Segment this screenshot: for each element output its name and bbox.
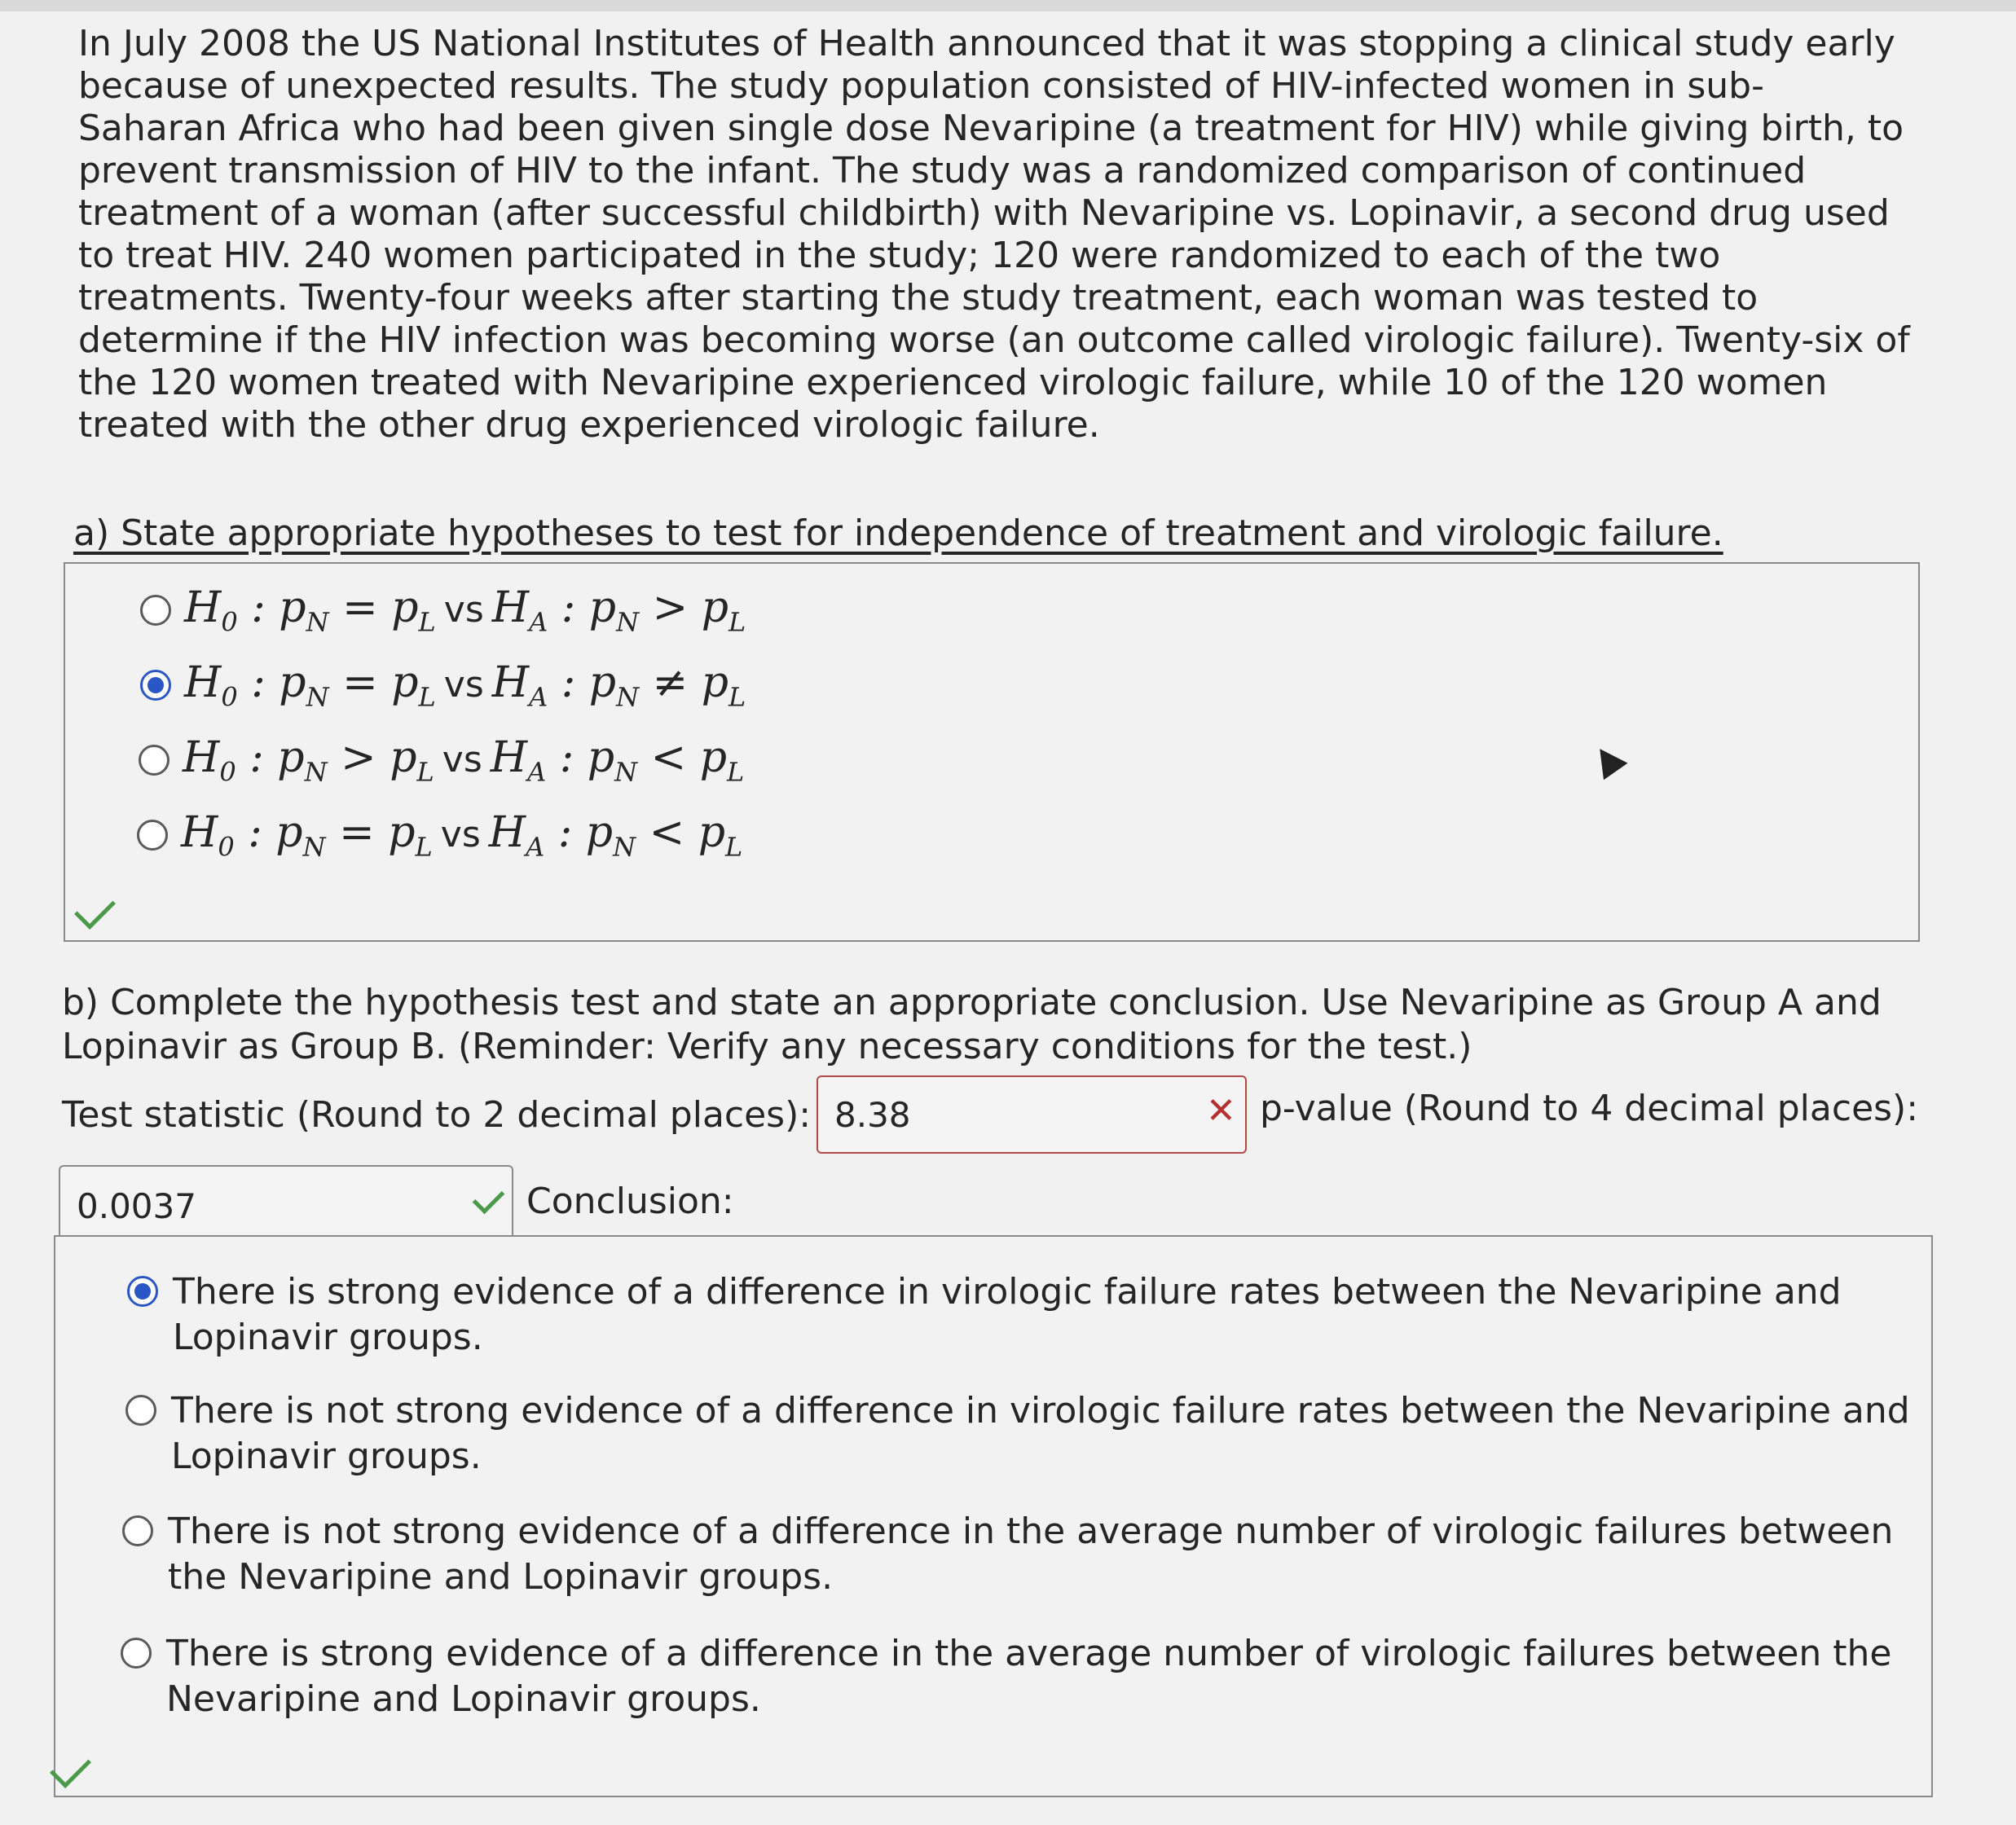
- hypothesis-text: $H_0$ : $p_N = p_L$ vs $H_A$ : $p_N < p_L$: [181, 808, 743, 863]
- hypothesis-option-2[interactable]: [140, 658, 746, 712]
- radio-button[interactable]: [122, 1515, 153, 1546]
- conclusion-text: There is strong evidence of a difference in the average number of virologic failures between the Nevaripine and Lopinavir groups.: [166, 1633, 1892, 1720]
- radio-button[interactable]: [125, 1395, 156, 1426]
- hypothesis-option-3[interactable]: [139, 733, 744, 787]
- p-value-input[interactable]: 0.0037: [59, 1165, 513, 1247]
- p-value-label: p-value (Round to 4 decimal places):: [1260, 1088, 1919, 1129]
- test-statistic-label: Test statistic (Round to 2 decimal places):: [62, 1094, 812, 1136]
- conclusion-text: There is not strong evidence of a difference in the average number of virologic failures between the Nevaripine and Lopinavir groups.: [168, 1511, 1894, 1598]
- conclusion-option-4[interactable]: [121, 1631, 1913, 1722]
- x-icon: ✕: [1206, 1090, 1236, 1132]
- radio-button[interactable]: [140, 595, 171, 626]
- top-edge: [0, 0, 2016, 11]
- conclusion-option-3[interactable]: [122, 1509, 1915, 1600]
- conclusion-label: Conclusion:: [526, 1181, 734, 1222]
- conclusion-option-2[interactable]: [125, 1388, 1918, 1480]
- conclusion-text: There is strong evidence of a difference in virologic failure rates between the Nevaripine and Lopinavir groups.: [173, 1271, 1842, 1358]
- radio-button[interactable]: [139, 745, 169, 776]
- hypothesis-text: $H_0$ : $p_N = p_L$ vs $H_A$ : $p_N \ne p_L$: [184, 658, 746, 713]
- hypothesis-text: $H_0$ : $p_N > p_L$ vs $H_A$ : $p_N < p_L$: [183, 733, 745, 788]
- conclusion-text: There is not strong evidence of a difference in virologic failure rates between the Nevaripine and Lopinavir groups.: [171, 1390, 1910, 1477]
- conclusion-option-1[interactable]: [127, 1269, 1920, 1361]
- hypothesis-text: $H_0$ : $p_N = p_L$ vs $H_A$ : $p_N > p_L$: [184, 583, 746, 638]
- part-a-prompt: a) State appropriate hypotheses to test for independence of treatment and virologic failure.: [73, 512, 1723, 554]
- radio-button[interactable]: [137, 820, 168, 851]
- radio-button[interactable]: [121, 1638, 152, 1669]
- part-a-answer-box: [64, 562, 1920, 942]
- problem-statement: In July 2008 the US National Institutes of Health announced that it was stopping a clinical study early because of unexpected results. The study population consisted of HIV-infected women in sub-Saharan Africa who had been given single dose Nevaripine (a treatment for HIV) while giving birth, to prevent transmission of HIV to the infant. The study was a randomized comparison of continued treatment of a woman (after successful childbirth) with Nevaripine vs. Lopinavir, a second drug used to treat HIV. 240 women participated in the study; 120 were randomized to each of the two treatments. Twenty-four weeks after starting the study treatment, each woman was tested to determine if the HIV infection was becoming worse (an outcome called virologic failure). Twenty-six of the 120 women treated with Nevaripine experienced virologic failure, while 10 of the 120 women treated with the other drug experienced virologic failure.: [78, 23, 1910, 446]
- check-icon: [74, 888, 116, 930]
- hypothesis-option-4[interactable]: [137, 808, 742, 862]
- radio-button-selected[interactable]: [127, 1276, 158, 1307]
- hypothesis-option-1[interactable]: [140, 583, 746, 637]
- test-statistic-input[interactable]: 8.38: [817, 1075, 1247, 1154]
- part-b-conclusion-box: [54, 1235, 1933, 1797]
- radio-button-selected[interactable]: [140, 670, 171, 701]
- part-b-prompt: b) Complete the hypothesis test and state an appropriate conclusion. Use Nevaripine as Group A and Lopinavir as Group B. (Reminder: Verify any necessary conditions for the test.): [62, 982, 1882, 1067]
- check-icon: [50, 1747, 91, 1788]
